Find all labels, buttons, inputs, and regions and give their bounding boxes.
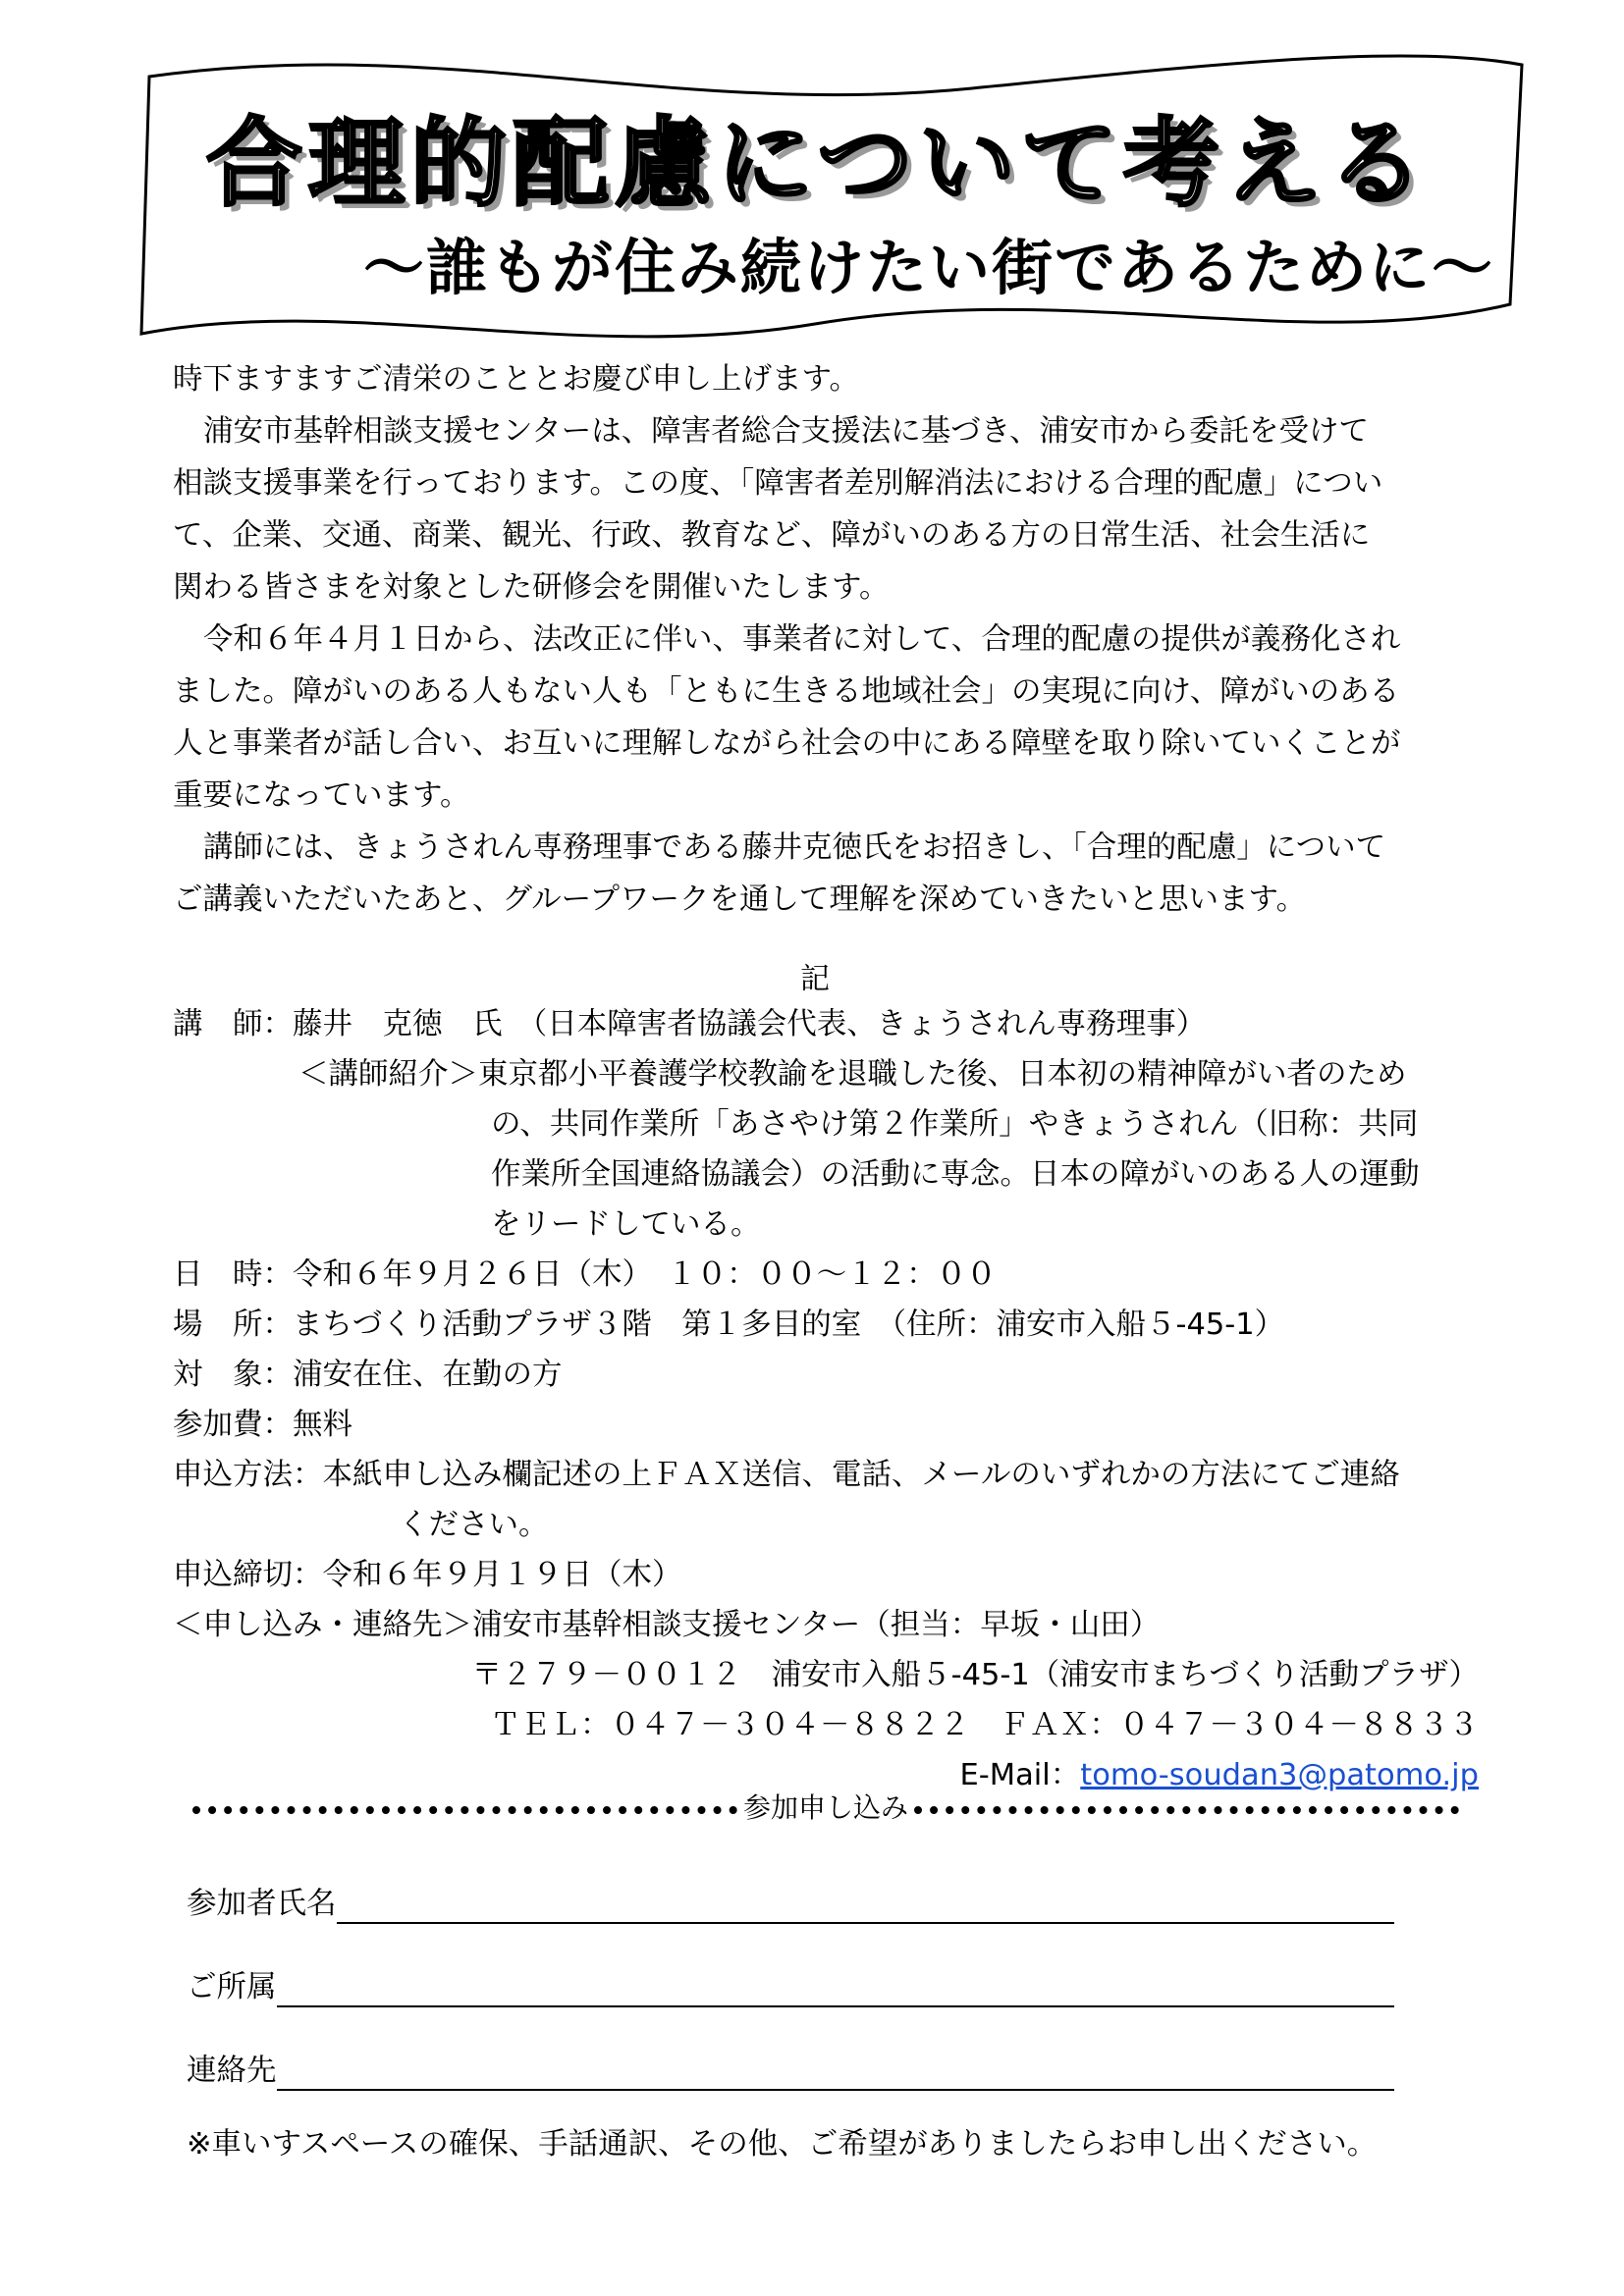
name-field[interactable] xyxy=(187,1875,1394,1924)
lecturer-intro-line: の、共同作業所「あさやけ第２作業所」やきょうされん（旧称：共同 xyxy=(491,1107,1419,1142)
body-line: 関わる皆さまを対象とした研修会を開催いたします。 xyxy=(173,570,890,605)
affiliation-field-line[interactable] xyxy=(277,1966,1395,2007)
affiliation-field-label: ご所属 xyxy=(187,1970,277,2004)
contact-line: ＜申し込み・連絡先＞浦安市基幹相談支援センター（担当：早坂・山田） xyxy=(173,1608,1161,1642)
form-divider xyxy=(192,1789,1459,1828)
body-line: 浦安市基幹相談支援センターは、障害者総合支援法に基づき、浦安市から委託を受けて xyxy=(203,414,1370,449)
apply-method-line: ください。 xyxy=(399,1508,549,1542)
dotted-rule xyxy=(914,1806,1459,1814)
fee-line: 参加費：無料 xyxy=(173,1408,352,1442)
lecturer-line: 講 師：藤井 克徳 氏 （日本障害者協議会代表、きょうされん専務理事） xyxy=(173,1007,1207,1041)
contact-field-label: 連絡先 xyxy=(187,2054,277,2088)
body-line: 時下ますますご清栄のこととお慶び申し上げます。 xyxy=(173,362,860,397)
place-line: 場 所：まちづくり活動プラザ３階 第１多目的室 （住所：浦安市入船５-45-1） xyxy=(173,1308,1285,1342)
contact-field-line[interactable] xyxy=(277,2050,1395,2091)
form-divider-label: 参加申し込み xyxy=(743,1791,909,1824)
address-line: 〒２７９－００１２ 浦安市入船５-45-1（浦安市まちづくり活動プラザ） xyxy=(471,1658,1479,1692)
name-field-label: 参加者氏名 xyxy=(187,1887,337,1921)
name-field-line[interactable] xyxy=(337,1883,1395,1924)
email-link[interactable]: tomo-soudan3@patomo.jp xyxy=(1080,1758,1479,1792)
body-line: 相談支援事業を行っております。この度、「障害者差別解消法における合理的配慮」につい xyxy=(173,466,1383,501)
body-line: 令和６年４月１日から、法改正に伴い、事業者に対して、合理的配慮の提供が義務化され xyxy=(203,622,1401,657)
body-line: 講師には、きょうされん専務理事である藤井克徳氏をお招きし、「合理的配慮」について xyxy=(203,830,1386,865)
apply-method-line: 申込方法：本紙申し込み欄記述の上ＦＡＸ送信、電話、メールのいずれかの方法にてご連絡 xyxy=(173,1458,1400,1492)
page-subtitle: ～誰もが住み続けたい街であるために～ xyxy=(363,232,1495,303)
dotted-rule xyxy=(192,1806,737,1814)
intro-body xyxy=(173,353,1479,926)
lecturer-intro-line: 作業所全国連絡協議会）の活動に専念。日本の障がいのある人の運動 xyxy=(491,1157,1420,1192)
tel-fax-line: ＴＥＬ：０４７－３０４－８８２２ ＦＡＸ：０４７－３０４－８８３３ xyxy=(490,1708,1479,1742)
email-label: E-Mail： xyxy=(959,1758,1081,1792)
body-line: 人と事業者が話し合い、お互いに理解しながら社会の中にある障壁を取り除いていくことが xyxy=(173,726,1401,761)
deadline-line: 申込締切：令和６年９月１９日（木） xyxy=(173,1558,682,1592)
body-line: 重要になっています。 xyxy=(173,778,470,813)
ki-heading: 記 xyxy=(800,962,830,996)
footnote: ※車いすスペースの確保、手話通訳、その他、ご希望がありましたらお申し出ください。 xyxy=(187,2127,1378,2162)
lecturer-intro-line: ＜講師紹介＞東京都小平養護学校教諭を退職した後、日本初の精神障がい者のため xyxy=(298,1057,1407,1092)
contact-field[interactable] xyxy=(187,2042,1394,2091)
body-line: て、企業、交通、商業、観光、行政、教育など、障がいのある方の日常生活、社会生活に xyxy=(173,518,1371,553)
lecturer-intro-line: をリードしている。 xyxy=(491,1207,761,1242)
event-details xyxy=(173,999,1479,1800)
target-line: 対 象：浦安在住、在勤の方 xyxy=(173,1358,563,1392)
title-banner xyxy=(128,49,1542,353)
affiliation-field[interactable] xyxy=(187,1958,1394,2007)
page-title: 合理的配慮について考える xyxy=(206,108,1431,220)
datetime-line: 日 時：令和６年９月２６日（木） １０：００～１２：００ xyxy=(173,1257,997,1292)
body-line: ご講義いただいたあと、グループワークを通して理解を深めていきたいと思います。 xyxy=(173,882,1307,917)
body-line: ました。障がいのある人もない人も「ともに生きる地域社会」の実現に向け、障がいのある xyxy=(173,674,1400,709)
